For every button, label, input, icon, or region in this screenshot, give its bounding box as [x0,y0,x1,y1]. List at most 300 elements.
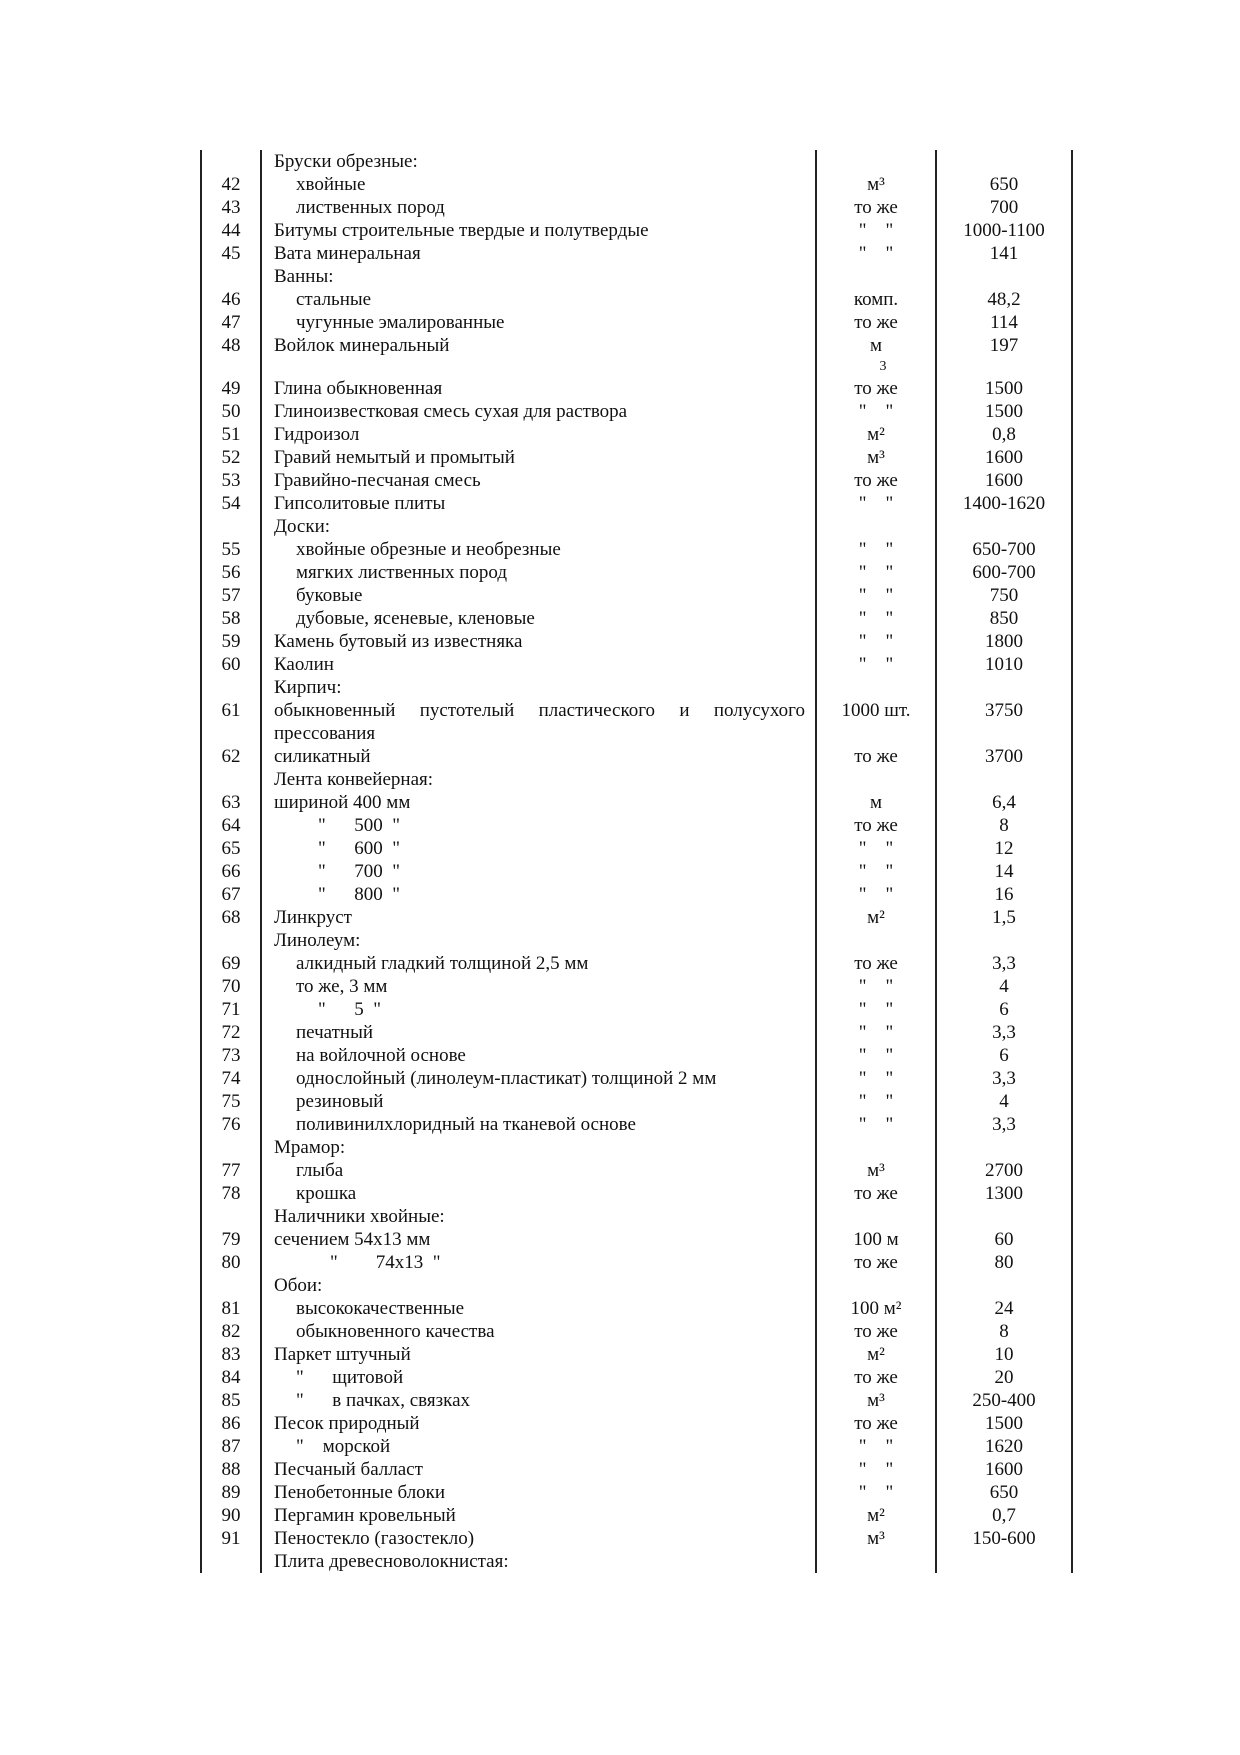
unit-of-measure: " " [858,631,894,652]
unit-of-measure: м³ [867,1528,885,1549]
material-name-cell [261,265,816,288]
unit-exponent-wrapped: 3 [879,359,887,374]
unit-of-measure: " " [858,401,894,422]
material-name-cell [261,791,816,814]
row-number: 90 [201,1504,261,1527]
material-name: Гравий немытый и промытый [274,447,515,468]
unit-cell [816,265,936,288]
unit-cell [816,1412,936,1435]
density-value: 600-700 [936,561,1072,584]
material-name-cell [261,492,816,515]
density-value [936,768,1072,791]
material-name: глыба [296,1160,344,1181]
unit-cell [816,1159,936,1182]
table-row [201,653,1072,676]
material-name-cell [261,906,816,929]
material-name: алкидный гладкий толщиной 2,5 мм [296,953,589,974]
material-name-cell [261,1481,816,1504]
material-name-cell [261,1205,816,1228]
row-number: 85 [201,1389,261,1412]
density-value: 850 [936,607,1072,630]
material-name-cell [261,538,816,561]
row-number: 88 [201,1458,261,1481]
table-row [201,952,1072,975]
row-number: 50 [201,400,261,423]
table-row [201,469,1072,492]
unit-cell [816,1389,936,1412]
material-name: Гидроизол [274,424,360,445]
row-number [201,768,261,791]
row-number: 46 [201,288,261,311]
unit-of-measure: м [869,335,883,356]
material-name: силикатный [274,746,371,767]
unit-of-measure: то же [854,197,898,218]
material-name: Вата минеральная [274,243,421,264]
material-name-cell [261,1297,816,1320]
density-value: 60 [936,1228,1072,1251]
table-row [201,1504,1072,1527]
unit-cell [816,1343,936,1366]
material-name: Песок природный [274,1413,420,1434]
table-row [201,1412,1072,1435]
unit-cell [816,998,936,1021]
unit-cell [816,676,936,699]
unit-of-measure: " " [858,1114,894,1135]
table-row [201,311,1072,334]
material-name-cell [261,837,816,860]
density-value [936,1274,1072,1297]
row-number: 84 [201,1366,261,1389]
table-row [201,837,1072,860]
unit-of-measure: " " [858,220,894,241]
unit-of-measure: м² [867,1344,885,1365]
material-name-cell [261,150,816,173]
material-name: обыкновенного качества [296,1321,495,1342]
table-section-header-row [201,150,1072,173]
material-name-cell [261,998,816,1021]
row-number: 59 [201,630,261,653]
material-name-cell [261,952,816,975]
unit-of-measure: " " [858,861,894,882]
material-name-cell [261,584,816,607]
table-row [201,334,1072,377]
unit-cell [816,1228,936,1251]
material-name-cell [261,334,816,377]
material-name-cell [261,745,816,768]
density-value: 2700 [936,1159,1072,1182]
table-row [201,1159,1072,1182]
unit-cell [816,242,936,265]
density-value: 1300 [936,1182,1072,1205]
unit-cell [816,699,936,745]
material-name: лиственных пород [296,197,445,218]
row-number: 58 [201,607,261,630]
unit-cell [816,768,936,791]
unit-of-measure: м³ [867,1390,885,1411]
density-value: 1,5 [936,906,1072,929]
table-row [201,1113,1072,1136]
table-row [201,699,1072,745]
unit-of-measure: м² [867,907,885,928]
material-name: " морской [296,1436,391,1457]
material-name: " 500 " [318,815,401,836]
material-name: печатный [296,1022,374,1043]
table-row [201,1389,1072,1412]
table-row [201,1067,1072,1090]
material-name: Паркет штучный [274,1344,411,1365]
density-value: 1600 [936,446,1072,469]
table-row [201,288,1072,311]
row-number [201,676,261,699]
table-row [201,630,1072,653]
row-number: 70 [201,975,261,998]
material-name: Гравийно-песчаная смесь [274,470,481,491]
density-value: 1600 [936,469,1072,492]
material-name: Пергамин кровельный [274,1505,456,1526]
row-number: 79 [201,1228,261,1251]
unit-of-measure: " " [858,1091,894,1112]
material-name: " 5 " [318,999,382,1020]
row-number: 76 [201,1113,261,1136]
material-name-cell [261,1458,816,1481]
material-name: сечением 54x13 мм [274,1229,431,1250]
unit-cell [816,219,936,242]
material-name-cell [261,630,816,653]
material-name-cell [261,561,816,584]
material-name: Линкруст [274,907,352,928]
density-value: 6 [936,1044,1072,1067]
row-number: 63 [201,791,261,814]
table-row [201,975,1072,998]
unit-cell [816,745,936,768]
unit-of-measure: 1000 шт. [841,700,911,721]
unit-cell [816,446,936,469]
density-value: 1000-1100 [936,219,1072,242]
density-value: 10 [936,1343,1072,1366]
row-number: 52 [201,446,261,469]
unit-cell [816,561,936,584]
density-value: 6,4 [936,791,1072,814]
unit-of-measure: " " [858,539,894,560]
material-name: Плита древесноволокнистая: [274,1551,509,1572]
table-row [201,1228,1072,1251]
material-name-cell [261,1274,816,1297]
unit-of-measure: " " [858,654,894,675]
row-number: 80 [201,1251,261,1274]
row-number: 86 [201,1412,261,1435]
unit-of-measure: м³ [867,1160,885,1181]
material-name-cell [261,446,816,469]
material-name: Битумы строительные твердые и полутвердые [274,220,649,241]
unit-cell [816,1044,936,1067]
table-row [201,423,1072,446]
unit-cell [816,906,936,929]
unit-cell [816,196,936,219]
table-row [201,584,1072,607]
row-number: 91 [201,1527,261,1550]
table-section-header-row [201,1274,1072,1297]
table-row [201,446,1072,469]
material-name: " 74x13 " [330,1252,441,1273]
material-name-cell [261,1136,816,1159]
row-number [201,1274,261,1297]
row-number: 48 [201,334,261,377]
density-value: 1600 [936,1458,1072,1481]
unit-cell [816,1435,936,1458]
material-name-cell [261,1044,816,1067]
density-value: 1010 [936,653,1072,676]
table-row [201,745,1072,768]
table-row [201,561,1072,584]
material-name: Кирпич: [274,677,342,698]
table-row [201,492,1072,515]
material-name-cell [261,1159,816,1182]
row-number: 74 [201,1067,261,1090]
row-number: 53 [201,469,261,492]
unit-cell [816,883,936,906]
density-value: 4 [936,1090,1072,1113]
unit-cell [816,150,936,173]
material-name: крошка [296,1183,357,1204]
material-name: " 800 " [318,884,401,905]
unit-cell [816,1527,936,1550]
material-name-cell [261,653,816,676]
table-row [201,1090,1072,1113]
material-name-cell [261,400,816,423]
material-name: шириной 400 мм [274,792,411,813]
row-number: 78 [201,1182,261,1205]
material-name: Гипсолитовые плиты [274,493,446,514]
unit-of-measure: то же [854,1252,898,1273]
unit-cell [816,1366,936,1389]
row-number [201,515,261,538]
material-name-cell [261,860,816,883]
row-number: 62 [201,745,261,768]
density-value: 12 [936,837,1072,860]
row-number: 89 [201,1481,261,1504]
table-row [201,1297,1072,1320]
material-name-cell [261,173,816,196]
unit-cell [816,607,936,630]
row-number: 45 [201,242,261,265]
unit-cell [816,791,936,814]
table-row [201,173,1072,196]
density-value: 3,3 [936,1021,1072,1044]
density-value: 650 [936,173,1072,196]
unit-of-measure: то же [854,953,898,974]
table-row [201,814,1072,837]
table-row [201,1481,1072,1504]
density-value [936,676,1072,699]
density-value: 16 [936,883,1072,906]
material-name-cell [261,1021,816,1044]
table-row [201,860,1072,883]
material-name-cell [261,1320,816,1343]
material-name: Бруски обрезные: [274,151,418,172]
unit-of-measure: " " [858,608,894,629]
unit-cell [816,423,936,446]
density-value: 1500 [936,377,1072,400]
material-name: Каолин [274,654,334,675]
unit-cell [816,814,936,837]
material-name-cell [261,242,816,265]
table-row [201,1021,1072,1044]
material-name: Песчаный балласт [274,1459,423,1480]
unit-of-measure: м² [867,424,885,445]
table-row [201,1044,1072,1067]
material-name: " в пачках, связках [296,1390,471,1411]
unit-cell [816,173,936,196]
material-name: Линолеум: [274,930,361,951]
unit-cell [816,1251,936,1274]
row-number: 51 [201,423,261,446]
material-name-cell [261,929,816,952]
row-number: 67 [201,883,261,906]
unit-cell [816,975,936,998]
density-value: 114 [936,311,1072,334]
unit-of-measure: м³ [867,174,885,195]
unit-cell [816,538,936,561]
density-value: 700 [936,196,1072,219]
material-name: Обои: [274,1275,323,1296]
density-value: 48,2 [936,288,1072,311]
unit-cell [816,334,936,377]
unit-cell [816,492,936,515]
density-value [936,1550,1072,1573]
row-number [201,1136,261,1159]
unit-cell [816,929,936,952]
row-number: 49 [201,377,261,400]
unit-of-measure: то же [854,378,898,399]
material-name-cell [261,1067,816,1090]
material-name-cell [261,814,816,837]
unit-of-measure: то же [854,1321,898,1342]
material-name: на войлочной основе [296,1045,466,1066]
density-value: 0,7 [936,1504,1072,1527]
material-name-cell [261,607,816,630]
material-name-cell [261,515,816,538]
row-number: 72 [201,1021,261,1044]
unit-cell [816,1274,936,1297]
unit-cell [816,400,936,423]
density-value: 3,3 [936,1067,1072,1090]
material-name-cell [261,1228,816,1251]
row-number: 42 [201,173,261,196]
unit-of-measure: " " [858,243,894,264]
material-name-cell [261,1550,816,1573]
density-value [936,1136,1072,1159]
row-number: 68 [201,906,261,929]
row-number: 71 [201,998,261,1021]
unit-cell [816,311,936,334]
density-value [936,515,1072,538]
unit-of-measure: то же [854,312,898,333]
table-row [201,1320,1072,1343]
material-name-cell [261,1412,816,1435]
table-row [201,1182,1072,1205]
material-name: мягких лиственных пород [296,562,508,583]
unit-of-measure: то же [854,746,898,767]
material-name: дубовые, ясеневые, кленовые [296,608,535,629]
material-name-cell [261,883,816,906]
unit-of-measure: то же [854,470,898,491]
unit-cell [816,515,936,538]
density-value: 8 [936,1320,1072,1343]
table-section-header-row [201,265,1072,288]
table-row [201,906,1072,929]
density-value: 14 [936,860,1072,883]
unit-of-measure: " " [858,1045,894,1066]
unit-of-measure: " " [858,976,894,997]
material-name: однослойный (линолеум-пластикат) толщиной 2 мм [296,1068,717,1089]
row-number: 69 [201,952,261,975]
density-value [936,150,1072,173]
density-value: 4 [936,975,1072,998]
material-name: " 700 " [318,861,401,882]
material-name-cell [261,377,816,400]
unit-of-measure: 100 м [853,1229,899,1250]
row-number [201,1550,261,1573]
unit-of-measure: " " [858,1068,894,1089]
unit-cell [816,1504,936,1527]
density-value [936,265,1072,288]
material-name: Наличники хвойные: [274,1206,445,1227]
material-name-cell [261,1389,816,1412]
table-section-header-row [201,1550,1072,1573]
table-row [201,377,1072,400]
material-name-cell [261,311,816,334]
material-name-cell [261,1182,816,1205]
row-number: 73 [201,1044,261,1067]
density-value: 3,3 [936,1113,1072,1136]
density-value: 197 [936,334,1072,377]
row-number: 54 [201,492,261,515]
unit-of-measure: " " [858,1459,894,1480]
unit-cell [816,653,936,676]
table-row [201,791,1072,814]
unit-of-measure: то же [854,1367,898,1388]
row-number: 47 [201,311,261,334]
unit-of-measure: то же [854,815,898,836]
unit-of-measure: " " [858,1436,894,1457]
table-row [201,1435,1072,1458]
table-row [201,219,1072,242]
row-number: 57 [201,584,261,607]
density-value: 150-600 [936,1527,1072,1550]
table-row [201,1251,1072,1274]
unit-cell [816,1320,936,1343]
density-value: 80 [936,1251,1072,1274]
unit-cell [816,377,936,400]
density-value: 1500 [936,400,1072,423]
density-value: 8 [936,814,1072,837]
material-name: Пенобетонные блоки [274,1482,446,1503]
unit-of-measure: " " [858,884,894,905]
material-name-cell [261,196,816,219]
material-name: стальные [296,289,372,310]
table-section-header-row [201,929,1072,952]
table-section-header-row [201,1205,1072,1228]
row-number: 77 [201,1159,261,1182]
density-value: 0,8 [936,423,1072,446]
material-name: Мрамор: [274,1137,346,1158]
density-value [936,929,1072,952]
unit-of-measure: то же [854,1413,898,1434]
unit-cell [816,1113,936,1136]
density-value: 3,3 [936,952,1072,975]
material-name-cell [261,1504,816,1527]
unit-of-measure: м³ [867,447,885,468]
